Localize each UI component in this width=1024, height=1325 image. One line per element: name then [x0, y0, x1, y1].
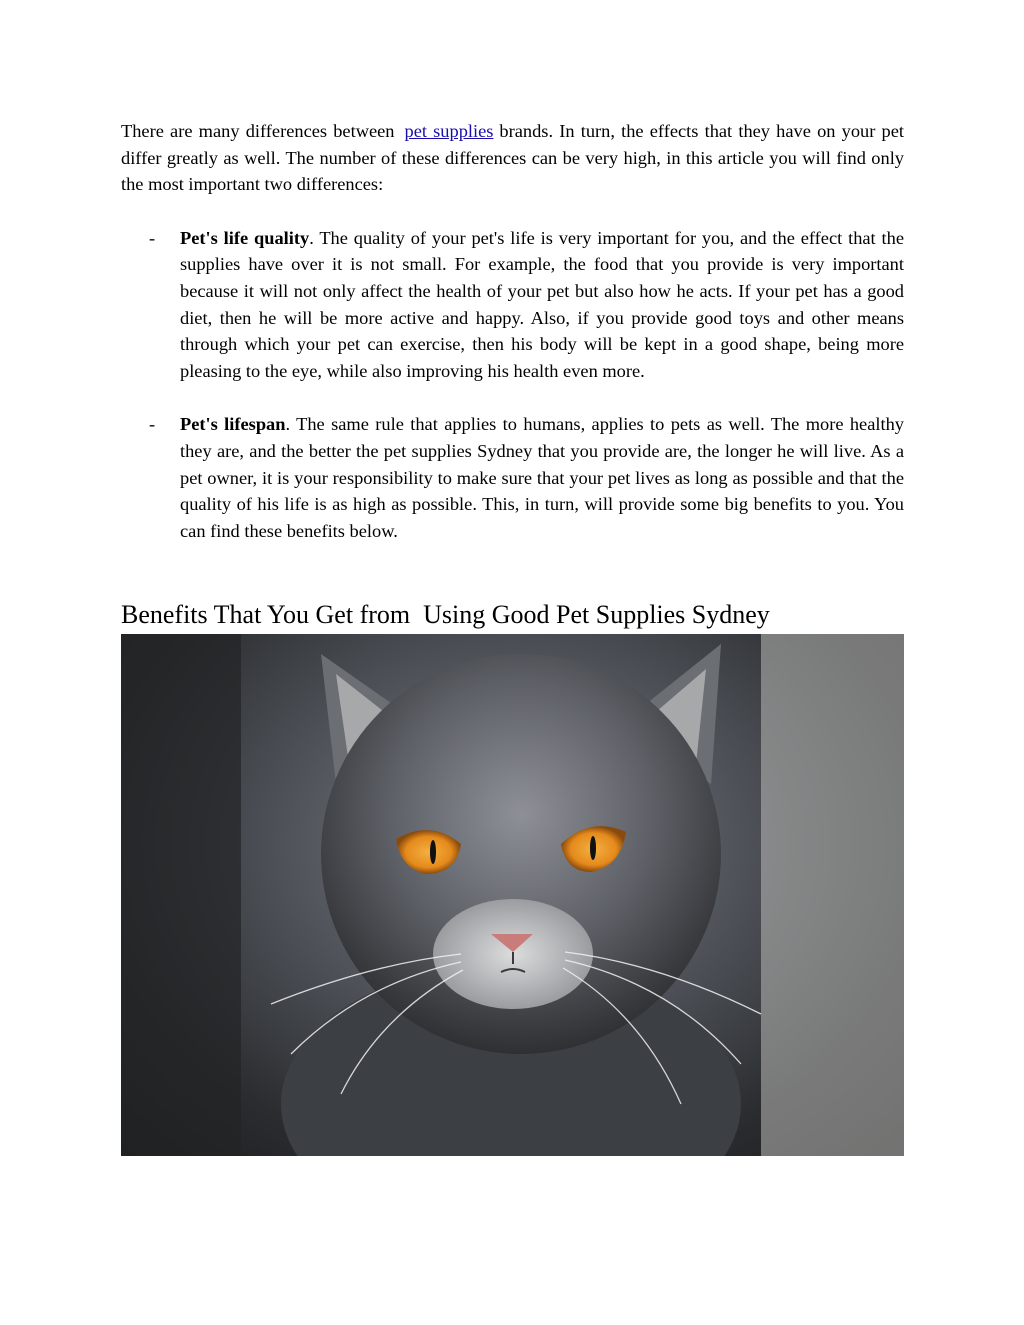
- cat-photo: [121, 634, 904, 1156]
- list-item-title: Pet's lifespan: [180, 414, 286, 435]
- intro-before: There are many differences between: [121, 121, 395, 141]
- pet-supplies-link[interactable]: pet supplies: [404, 121, 494, 141]
- list-item-title: Pet's life quality: [180, 227, 310, 248]
- list-dash: -: [149, 414, 156, 435]
- list-item: [121, 411, 904, 544]
- intro-after: brands. In turn, the effects that they have on your pet differ greatly as well. The number of these differences can be very high, in this article you will find only the most important two differences:: [121, 121, 904, 195]
- differences-list: [121, 225, 904, 545]
- intro-paragraph: [121, 118, 904, 198]
- list-item-text: . The quality of your pet's life is very important for you, and the effect that the supplies have over it is not small. For example, the food that you provide is very important because it will not only affect the health of your pet but also how he acts. If your pet has a good diet, then he will be more active and happy. Also, if you provide good toys and other means through which your pet can exercise, then his body will be kept in a good shape, being more pleasing to the eye, while also improving his health even more.: [180, 227, 904, 381]
- section-heading: Benefits That You Get from Using Good Pet Supplies Sydney: [121, 600, 770, 629]
- list-item-text: . The same rule that applies to humans, applies to pets as well. The more healthy they are, and the better the pet supplies Sydney that you provide are, the longer he will live. As a pet owner, it is your responsibility to make sure that your pet lives as long as possible and that the quality of his life is as high as possible. This, in turn, will provide some big benefits to you. You can find these benefits below.: [180, 414, 904, 541]
- list-item: [121, 225, 904, 385]
- cat-illustration: [121, 634, 904, 1156]
- document-body: [121, 118, 904, 571]
- list-dash: -: [149, 227, 156, 248]
